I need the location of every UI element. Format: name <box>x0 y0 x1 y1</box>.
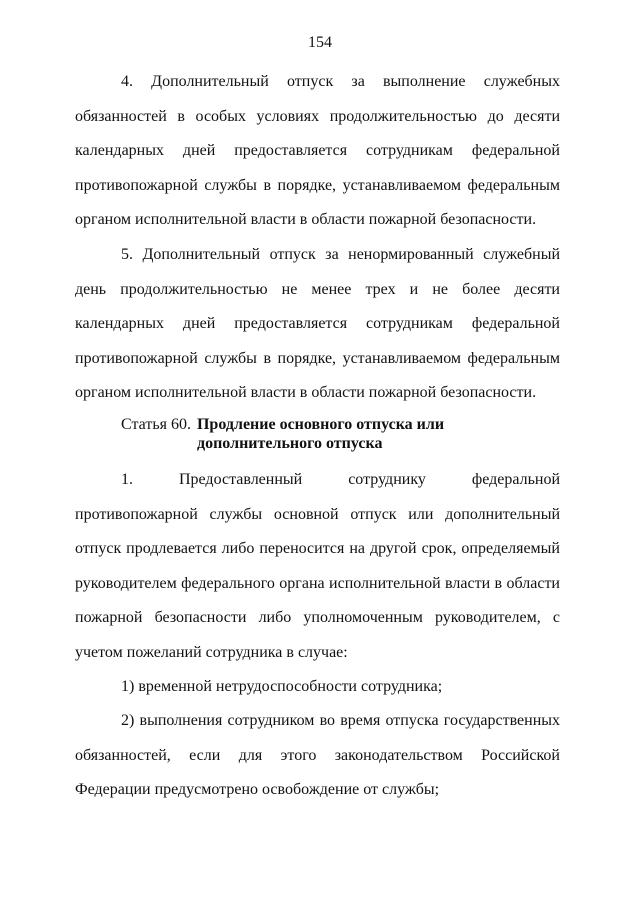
article-list-item-1: 1) временной нетрудоспособности сотрудника; <box>121 678 443 695</box>
article-title: Продление основного отпуска или дополнительного отпуска <box>196 416 445 452</box>
page-number: 154 <box>308 34 332 51</box>
article-heading <box>121 415 561 453</box>
article-paragraph-1: 1. Предоставленный сотруднику федеральной противопожарной службы основной отпуск или дополнительный отпуск продлевается либо переносится на другой срок, определяемый руководителем федерального органа исполнительной власти в области пожарной безопасности либо уполномоченным руководителем, с учетом пожеланий сотрудника в случае: <box>75 471 560 661</box>
paragraph-5: 5. Дополнительный отпуск за ненормированный служебный день продолжительностью не менее трех и не более десяти календарных дней предоставляется сотрудникам федеральной противопожарной службы в порядке, устанавливаемом федеральным органом исполнительной власти в области пожарной безопасности. <box>75 246 560 401</box>
paragraph-4: 4. Дополнительный отпуск за выполнение служебных обязанностей в особых условиях продолжительностью до десяти календарных дней предоставляется сотрудникам федеральной противопожарной службы в порядке, устанавливаемом федеральным органом исполнительной власти в области пожарной безопасности. <box>75 73 560 228</box>
article-list-item-2: 2) выполнения сотрудником во время отпуска государственных обязанностей, если для этого законодательством Российской Федерации предусмотрено освобождение от службы; <box>75 712 560 798</box>
article-number: Статья 60. <box>121 416 191 433</box>
